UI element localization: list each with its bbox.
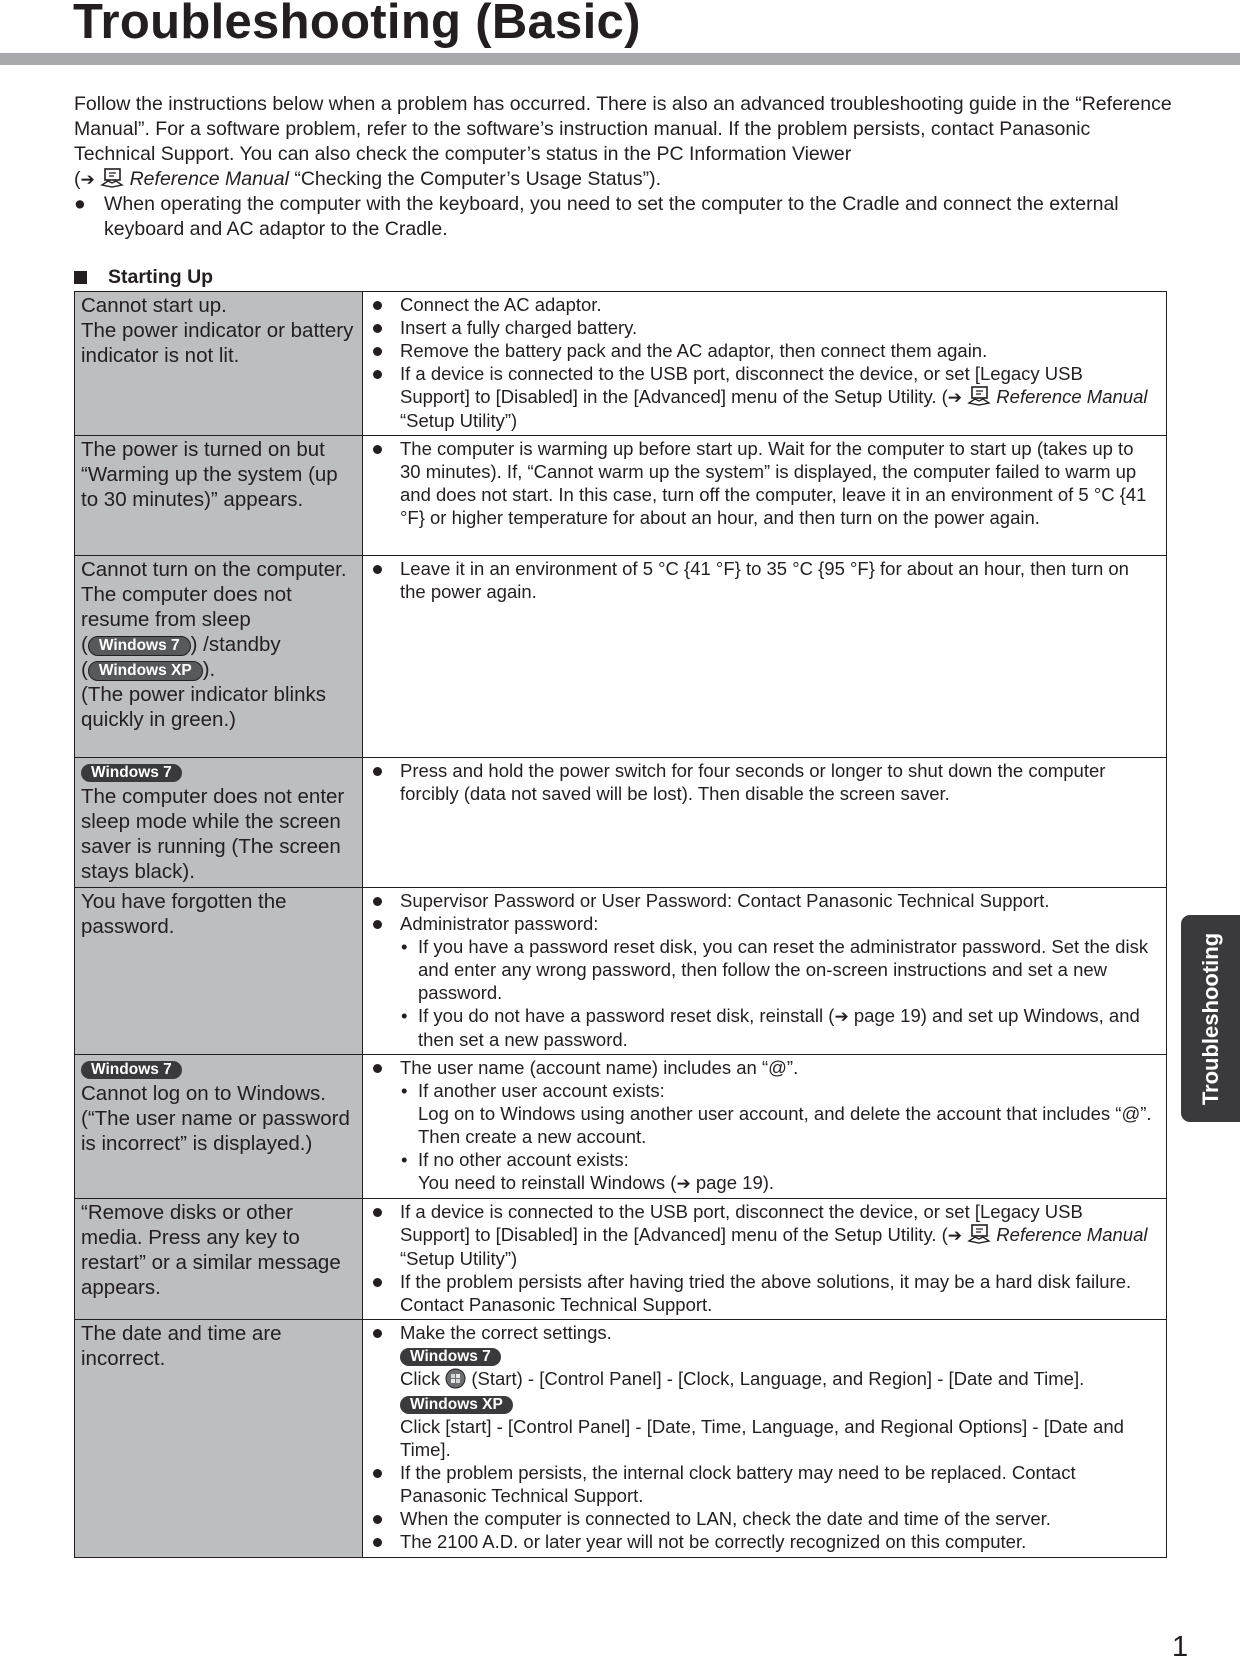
- problem-cell: The date and time are incorrect.: [75, 1320, 363, 1558]
- table-row: [75, 1055, 1167, 1199]
- windowsxp-badge: Windows XP: [88, 661, 203, 681]
- sub-list-item: • If another user account exists: Log on to Windows using another user account, and delete the account that includes “@”. Then create a new account.: [400, 1079, 1154, 1148]
- arrow-icon: ➔: [80, 170, 95, 189]
- list-item: If the problem persists after having tried the above solutions, it may be a hard disk failure. Contact Panasonic Technical Support.: [371, 1270, 1154, 1316]
- windows7-badge: Windows 7: [81, 764, 182, 782]
- page-number: 1: [1172, 1631, 1189, 1663]
- list-item: If a device is connected to the USB port, disconnect the device, or set [Legacy USB Support] to [Disabled] in the [Advanced] menu of the Setup Utility. (➔ Reference Manual “Setup Utility”): [371, 362, 1154, 432]
- solution-cell: [363, 1199, 1167, 1320]
- solution-cell: [363, 292, 1167, 436]
- reference-manual-icon: [100, 168, 124, 188]
- list-item: Leave it in an environment of 5 °C {41 °F} to 35 °C {95 °F} for about an hour, then turn on the power again.: [371, 557, 1154, 603]
- intro-bullet: ● When operating the computer with the keyboard, you need to set the computer to the Cradle and connect the external keyboard and AC adaptor to the Cradle.: [74, 193, 1119, 240]
- troubleshooting-table: [74, 291, 1167, 1558]
- arrow-icon: ➔: [676, 1174, 691, 1193]
- arrow-icon: ➔: [834, 1007, 849, 1026]
- list-item: Supervisor Password or User Password: Contact Panasonic Technical Support.: [371, 889, 1154, 912]
- list-item: The user name (account name) includes an “@”. • If another user account exists: Log on to Windows using another user account, and delete the account that includes “@”. Then create a new account. • If no other account exists: You need to reinstall Windows (➔ page 19).: [371, 1056, 1154, 1195]
- list-item: If a device is connected to the USB port, disconnect the device, or set [Legacy USB Support] to [Disabled] in the [Advanced] menu of the Setup Utility. (➔ Reference Manual “Setup Utility”): [371, 1200, 1154, 1270]
- list-item: Insert a fully charged battery.: [371, 316, 1154, 339]
- table-row: [75, 292, 1167, 436]
- intro-reference: (➔ Reference Manual “Checking the Computer’s Usage Status”).: [74, 168, 662, 190]
- sub-list-item: • If you have a password reset disk, you can reset the administrator password. Set the disk and enter any wrong password, then follow the on-screen instructions and set a new password.: [400, 935, 1154, 1004]
- solution-cell: [363, 1320, 1167, 1558]
- list-item: Press and hold the power switch for four seconds or longer to shut down the computer forcibly (data not saved will be lost). Then disable the screen saver.: [371, 759, 1154, 805]
- list-item: When the computer is connected to LAN, check the date and time of the server.: [371, 1507, 1154, 1530]
- title-rule: [0, 53, 1240, 65]
- table-row: [75, 1320, 1167, 1558]
- reference-manual-title: Reference Manual: [129, 168, 289, 190]
- solution-cell: [363, 436, 1167, 556]
- table-row: [75, 1199, 1167, 1320]
- problem-cell: Windows 7 Cannot log on to Windows. (“The user name or password is incorrect” is displayed.): [75, 1055, 363, 1199]
- table-row: [75, 758, 1167, 888]
- windows7-badge: Windows 7: [400, 1348, 501, 1366]
- table-row: [75, 436, 1167, 556]
- intro-paragraph: Follow the instructions below when a problem has occurred. There is also an advanced troubleshooting guide in the “Reference Manual”. For a software problem, refer to the software’s instruction manual. If the problem persists, contact Panasonic Technical Support. You can also check the computer’s status in the PC Information Viewer: [74, 93, 1172, 165]
- windows7-badge: Windows 7: [88, 636, 191, 656]
- reference-manual-icon: [967, 386, 991, 406]
- sub-list-item: • If no other account exists: You need to reinstall Windows (➔ page 19).: [400, 1148, 1154, 1195]
- intro-text: [74, 92, 1174, 242]
- problem-cell: Windows 7 The computer does not enter sleep mode while the screen saver is running (The screen stays black).: [75, 758, 363, 888]
- list-item: Connect the AC adaptor.: [371, 293, 1154, 316]
- bullet-icon: ●: [74, 193, 86, 215]
- list-item: The computer is warming up before start up. Wait for the computer to start up (takes up to 30 minutes). If, “Cannot warm up the system” is displayed, the computer failed to warm up and does not start. In this case, turn off the computer, leave it in an environment of 5 °C {41 °F} or higher temperature for about an hour, and then turn on the power again.: [371, 437, 1154, 529]
- square-bullet-icon: [74, 271, 87, 284]
- list-item: Remove the battery pack and the AC adaptor, then connect them again.: [371, 339, 1154, 362]
- section-heading: Starting Up: [74, 266, 213, 289]
- side-tab-troubleshooting: Troubleshooting: [1181, 915, 1240, 1122]
- table-row: [75, 888, 1167, 1055]
- problem-cell: Cannot start up. The power indicator or battery indicator is not lit.: [75, 292, 363, 436]
- table-row: [75, 556, 1167, 758]
- list-item: If the problem persists, the internal clock battery may need to be replaced. Contact Panasonic Technical Support.: [371, 1461, 1154, 1507]
- sub-list-item: • If you do not have a password reset disk, reinstall (➔ page 19) and set up Windows, and then set a new password.: [400, 1004, 1154, 1051]
- list-item: Administrator password: • If you have a password reset disk, you can reset the administrator password. Set the disk and enter any wrong password, then follow the on-screen instructions and set a new password. • If you do not have a password reset disk, reinstall (➔ page 19) and set up Windows, and then set a new password.: [371, 912, 1154, 1051]
- solution-cell: [363, 888, 1167, 1055]
- windows7-badge: Windows 7: [81, 1061, 182, 1079]
- problem-cell: Cannot turn on the computer. The computer does not resume from sleep ( Windows 7 ) /standby ( Windows XP ). (The power indicator blinks quickly in green.): [75, 556, 363, 758]
- arrow-icon: ➔: [947, 1226, 963, 1245]
- windowsxp-badge: Windows XP: [400, 1396, 513, 1414]
- solution-cell: [363, 556, 1167, 758]
- windows-start-icon: [445, 1368, 466, 1389]
- arrow-icon: ➔: [947, 388, 963, 407]
- reference-manual-icon: [967, 1224, 991, 1244]
- list-item: Make the correct settings. Windows 7 Click (Start) - [Control Panel] - [Clock, Language, and Region] - [Date and Time]. Windows XP Click [start] - [Control Panel] - [Date, Time, Language, and Regional Options] - [Date and Time].: [371, 1321, 1154, 1461]
- problem-cell: You have forgotten the password.: [75, 888, 363, 1055]
- problem-cell: “Remove disks or other media. Press any key to restart” or a similar message appears.: [75, 1199, 363, 1320]
- problem-cell: The power is turned on but “Warming up the system (up to 30 minutes)” appears.: [75, 436, 363, 556]
- list-item: The 2100 A.D. or later year will not be correctly recognized on this computer.: [371, 1530, 1154, 1553]
- solution-cell: [363, 758, 1167, 888]
- solution-cell: [363, 1055, 1167, 1199]
- page-title: Troubleshooting (Basic): [73, 0, 641, 49]
